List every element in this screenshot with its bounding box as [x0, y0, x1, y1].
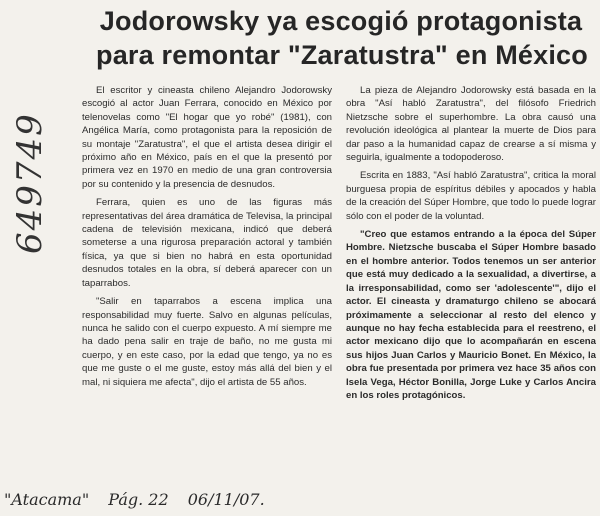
- source-date: 06/11/07.: [187, 490, 265, 509]
- headline: [96, 4, 586, 72]
- article-column-right: [346, 84, 596, 407]
- article-paragraph: "Creo que estamos entrando a la época del Súper Hombre. Nietzsche buscaba el Súper Hombre basado en el hombre anterior. Todos tenemos un ser anterior que está muy dedicado a la sexualidad, a divertirse, a la irresponsabilidad, como ser 'adolescente'", dijo el actor. El cineasta y dramaturgo chileno se abocará próximamente a seleccionar al resto del elenco y aunque no hay fecha establecida para el reestreno, el actor mexicano dijo que lo acompañarán en escena sus hijos Juan Carlos y Mauricio Bonet. En México, la obra fue presentada por primera vez hace 35 años con Isela Vega, Héctor Bonilla, Jorge Luke y Carlos Ancira en los roles protagónicos.: [346, 229, 596, 401]
- article-paragraph: "Salir en taparrabos a escena implica una responsabilidad muy fuerte. Salvo en algunas películas, nunca he salido con el cuerpo expuesto. A mí siempre me ha dado pena salir en traje de baño, no me gusta mi cuerpo, y en este caso, por la edad que tengo, ya no es que me guste o el me guste, estoy más allá del bien y el mal, ni siquiera me afecta", dijo el artista de 55 años.: [82, 296, 332, 388]
- headline-line-2: para remontar "Zaratustra" en México: [96, 40, 588, 70]
- article-paragraph: La pieza de Alejandro Jodorowsky está basada en la obra "Así habló Zaratustra", del filósofo Friedrich Nietzsche sobre el superhombre. La obra causó una revolución ideológica al plantear la muerte de Dios para dar paso a la humanidad capaz de crearse a sí misma y seguirla, igualmente a todopoderoso.: [346, 85, 596, 164]
- handwritten-catalog-number: [6, 108, 50, 258]
- source-annotation: [4, 490, 304, 514]
- article-paragraph: Ferrara, quien es uno de las figuras más representativas del área dramática de Televisa, la principal cadena de televisión mexicana, indicó que deberá someterse a una rigurosa preparación actoral y también física, ya que si bien no habrá en esta oportunidad desnudos totales en la obra, sí deberá aparecer con un taparrabos.: [82, 197, 332, 289]
- source-page: Pág. 22: [108, 490, 169, 509]
- article-paragraph: Escrita en 1883, "Así habló Zaratustra", critica la moral burguesa propia de espíritus débiles y apocados y habla de la creación del Súper Hombre, que todo lo puede lograr sólo con el poder de la voluntad.: [346, 170, 596, 222]
- source-newspaper: "Atacama": [4, 490, 90, 509]
- handwritten-catalog-number-text: 649749: [10, 112, 50, 254]
- article-paragraph: El escritor y cineasta chileno Alejandro Jodorowsky escogió al actor Juan Ferrara, conocido en México por telenovelas como "El hogar que yo robé" (1981), con Angélica María, como protagonista para la reposición de su montaje "Zaratustra", el que el artista desea dirigir el próximo año en México, país en el que la presentó por primera vez en 1970 en medio de una gran controversia por su contenido y la presencia de desnudos.: [82, 85, 332, 190]
- article-column-left: [82, 84, 332, 394]
- headline-line-1: Jodorowsky ya escogió protagonista: [99, 6, 583, 36]
